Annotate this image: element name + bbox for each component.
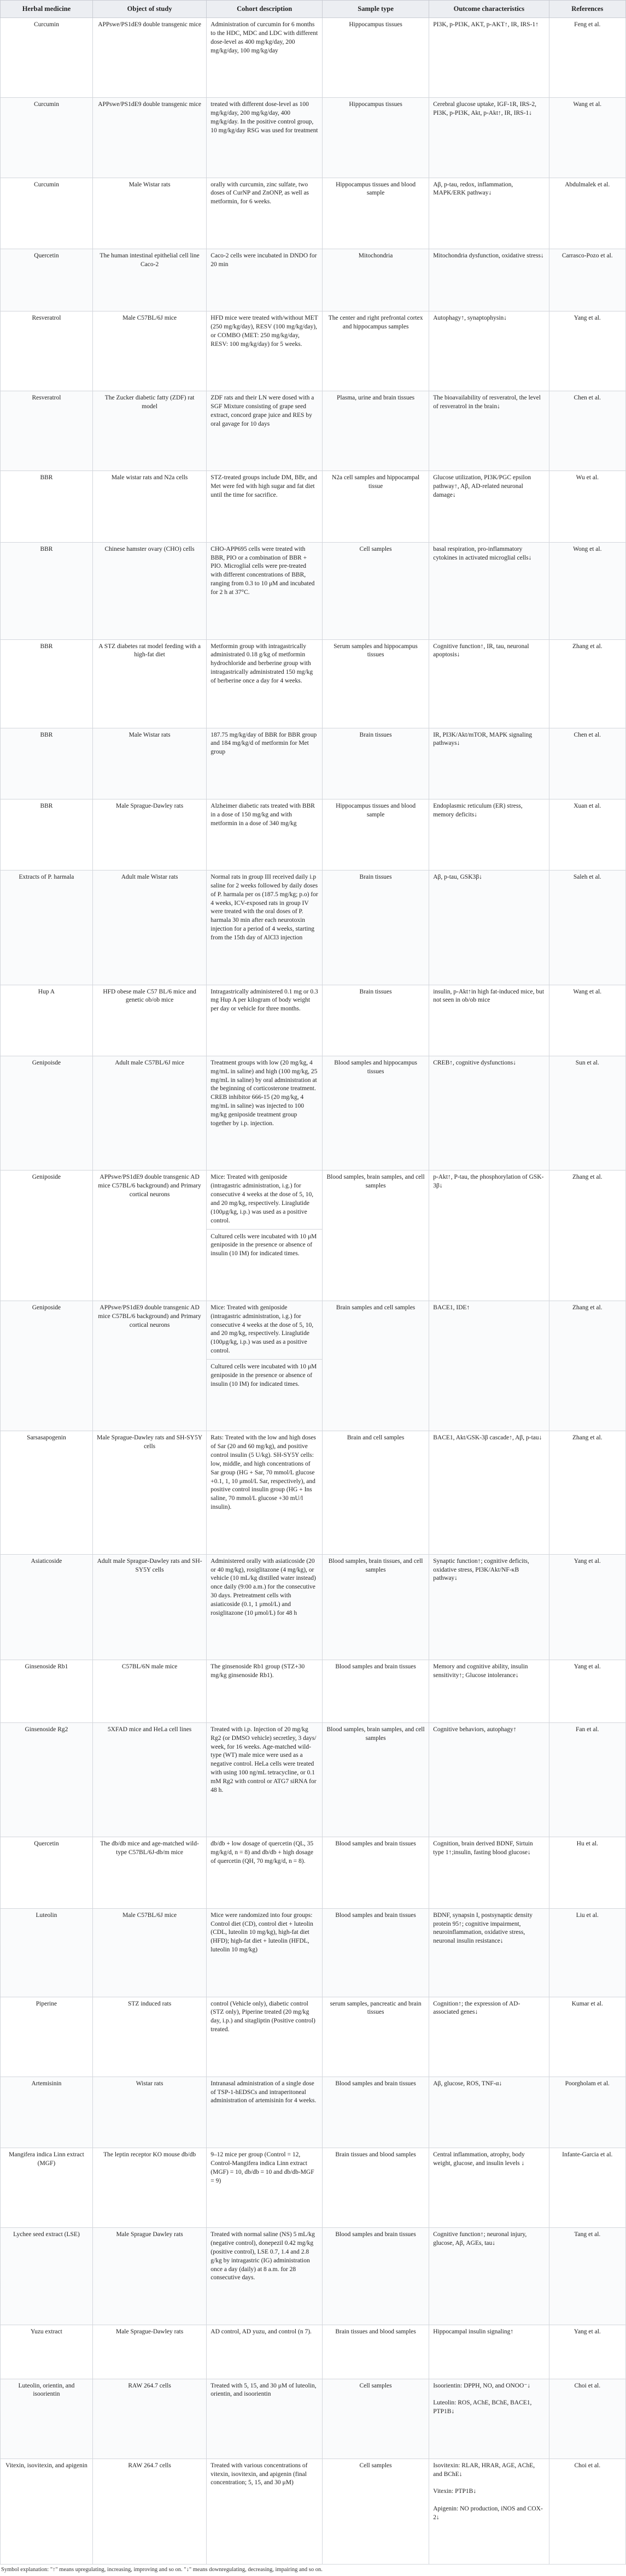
cell-herbal-medicine: Luteolin, orientin, and isoorientin [1,2379,93,2459]
cohort-text: Intranasal administration of a single dose of TSP-1-hEDSCs and intraperitoneal administration of artemisinin for 4 weeks. [210,2080,317,2104]
cell-sample-type: Cell samples [322,2379,429,2459]
cell-herbal-medicine: BBR [1,728,93,799]
cell-object-of-study: Male Sprague-Dawley rats [92,799,206,870]
cell-reference: Saleh et al. [549,871,625,985]
cell-herbal-medicine: Resveratrol [1,311,93,391]
cell-object-of-study: Male Sprague-Dawley rats and SH-SY5Y cells [92,1431,206,1554]
cell-herbal-medicine: Geniposide [1,1171,93,1301]
cell-outcome-characteristics: p-Akt↑, P-tau, the phosphorylation of GSK-3β↓ [429,1171,549,1301]
cell-sample-type: Mitochondria [322,249,429,311]
cohort-text: Treated with various concentrations of vitexin, isovitexin, and apigenin (final concentration; 5, 15, and 30 μM) [210,2462,308,2486]
cell-reference: Sun et al. [549,1056,625,1171]
cell-reference: Infante-Garcia et al. [549,2148,625,2228]
table-body [1,18,626,2565]
cell-outcome-characteristics: Memory and cognitive ability, insulin sensitivity↑; Glucose intolerance↓ [429,1660,549,1722]
table-row [1,1660,626,1722]
cell-object-of-study: STZ induced rats [92,1997,206,2077]
cell-sample-type: Blood samples and brain tissues [322,1660,429,1722]
symbol-footnote: Symbol explanation: "↑" means upregulating, increasing, improving and so on. "↓" means downregulating, decreasing, impairing and so on. [1,2567,323,2573]
cell-sample-type: Blood samples and brain tissues [322,2228,429,2325]
cell-reference: Abdulmalek et al. [549,178,625,249]
header-references: References [549,1,625,18]
cell-object-of-study: Male C57BL/6J mice [92,1908,206,1997]
cell-outcome-characteristics: Aβ, p-tau, GSK3β↓ [429,871,549,985]
cell-outcome-characteristics: Cognitive function↑, IR, tau, neuronal apoptosis↓ [429,639,549,728]
cell-cohort-description [207,2148,323,2228]
cell-outcome-characteristics: Aβ, glucose, ROS, TNF-α↓ [429,2077,549,2148]
cell-cohort-description [207,2325,323,2379]
cohort-text: Treated with i.p. Injection of 20 mg/kg Rg2 (or DMSO vehicle) secretley, 3 days/ week, for 16 weeks. Age-matched wild-type (WT) male mice were used as a negative control. HeLa cells were treated with using 100 ng/mL tetracycline, or 0.1 mM Rg2 with control or ATG7 siRNA for 48 h. [210,1726,317,1793]
cell-object-of-study: Adult male Sprague-Dawley rats and SH-SY5Y cells [92,1554,206,1660]
table-row [1,2325,626,2379]
cell-reference: Yang et al. [549,1554,625,1660]
cell-outcome-characteristics: Isoorientin: DPPH, NO, and ONOO⁻↓ Luteolin: ROS, AChE, BChE, BACE1, PTP1B↓ [429,2379,549,2459]
cell-outcome-characteristics: Glucose utilization, PI3K/PGC epsilon pathway↑, Aβ, AD-related neuronal damage↓ [429,471,549,542]
cell-object-of-study: C57BL/6N male mice [92,1660,206,1722]
cell-sample-type: Brain tissues and blood samples [322,2148,429,2228]
cell-cohort-description [207,2379,323,2459]
cohort-text: Caco-2 cells were incubated in DNDO for 20 min [210,252,317,268]
cell-reference: Wang et al. [549,98,625,178]
cell-reference: Choi et al. [549,2459,625,2565]
table-row [1,1171,626,1301]
cohort-text: control (Vehicle only), diabetic control (STZ only), Piperine treated (20 mg/kg day, i.p.) and sitagliptin (Positive control) treated. [210,2000,315,2033]
cell-sample-type: Blood samples, brain tissues, and cell samples [322,1554,429,1660]
cell-reference: Chen et al. [549,391,625,471]
cell-sample-type: The center and right prefrontal cortex and hippocampus samples [322,311,429,391]
cell-outcome-characteristics: BACE1, IDE↑ [429,1301,549,1431]
cell-cohort-description [207,18,323,98]
cohort-text: Mice were randomized into four groups: Control diet (CD), control diet + luteolin (CDL, luteolin 10 mg/kg), high-fat diet (HFD); high-fat diet + luteolin (HFDL, luteolin 10 mg/kg) [210,1912,313,1954]
cell-outcome-characteristics: Hippocampal insulin signaling↑ [429,2325,549,2379]
cohort-text: Treatment groups with low (20 mg/kg, 4 mg/mL in saline) and high (100 mg/kg, 25 mg/mL in saline) by oral administration at the beginning of corticosterone treatment. CREB inhibitor 666-15 (20 mg/kg, 4 mg/mL in saline) was injected to 100 mg/kg geniposide treatment group together by i.p. injection. [210,1059,318,1127]
cohort-text: 9–12 mice per group (Control = 12, Control-Mangifera indica Linn extract (MGF) = 10, db/db = 10 and db/db-MGF = 9) [210,2151,314,2184]
cell-outcome-characteristics: Autophagy↑, synaptophysin↓ [429,311,549,391]
table-row [1,1431,626,1554]
table-header-row [1,1,626,18]
cell-reference: Kumar et al. [549,1997,625,2077]
cohort-text: 187.75 mg/kg/day of BBR for BBR group and 184 mg/kg/d of metformin for Met group [210,731,317,756]
cell-object-of-study: Male Sprague Dawley rats [92,2228,206,2325]
cell-object-of-study: The Zucker diabetic fatty (ZDF) rat model [92,391,206,471]
cell-outcome-characteristics: Cognitive behaviors, autophagy↑ [429,1722,549,1837]
cell-sample-type: Hippocampus tissues [322,18,429,98]
header-herbal-medicine: Herbal medicine [1,1,93,18]
cell-reference: Wong et al. [549,542,625,639]
cell-reference: Yang et al. [549,2325,625,2379]
cell-herbal-medicine: Curcumin [1,18,93,98]
cell-outcome-characteristics: Isovitexin: RLAR, HRAR, AGE, AChE, and BChE↓ Vitexin: PTP1B↓ Apigenin: NO production, iNOS and COX-2↓ [429,2459,549,2565]
table-row [1,18,626,98]
header-sample-type: Sample type [322,1,429,18]
cell-reference: Feng et al. [549,18,625,98]
cell-cohort-description [207,2228,323,2325]
cell-object-of-study: APPswe/PS1dE9 double transgenic AD mice C57BL/6 background) and Primary cortical neurons [92,1171,206,1301]
cell-outcome-characteristics: Aβ, p-tau, redox, inflammation, MAPK/ERK pathway↓ [429,178,549,249]
table-row [1,1908,626,1997]
cohort-text-cells: Cultured cells were incubated with 10 μM geniposide in the presence or absence of insulin (10 IM) for indicated times. [210,1233,317,1257]
cell-cohort-description [207,728,323,799]
cell-object-of-study: APPswe/PS1dE9 double transgenic mice [92,18,206,98]
table-row [1,542,626,639]
cell-sample-type: Blood samples and brain tissues [322,2077,429,2148]
table-row [1,471,626,542]
cell-object-of-study: RAW 264.7 cells [92,2459,206,2565]
cell-cohort-description [207,391,323,471]
cell-herbal-medicine: BBR [1,542,93,639]
cohort-text: CHO-APP695 cells were treated with BBR, PIO or a combination of BBR + PIO. Microglial cells were pre-treated with different concentrations of BBR, ranging from 0.3 to 10 μM and incubated for 2 h at 37°C. [210,545,315,596]
table-row [1,1837,626,1908]
cell-outcome-characteristics: The bioavailability of resveratrol, the level of resveratrol in the brain↓ [429,391,549,471]
cell-herbal-medicine: Resveratrol [1,391,93,471]
cell-cohort-description [207,249,323,311]
cell-outcome-characteristics: CREB↑, cognitive dysfunctions↓ [429,1056,549,1171]
table-row [1,639,626,728]
cohort-text: Alzheimer diabetic rats treated with BBR in a dose of 150 mg/kg and with metformin in a dose of 340 mg/kg [210,802,315,827]
cell-cohort-description [207,985,323,1056]
header-cohort-description: Cohort description [207,1,323,18]
table-row [1,249,626,311]
cell-reference: Xuan et al. [549,799,625,870]
cell-sample-type: Blood samples and hippocampus tissues [322,1056,429,1171]
cell-sample-type: Brain tissues [322,985,429,1056]
cell-object-of-study: RAW 264.7 cells [92,2379,206,2459]
cell-outcome-characteristics: Endoplasmic reticulum (ER) stress, memory deficits↓ [429,799,549,870]
table-row [1,985,626,1056]
cell-object-of-study: 5XFAD mice and HeLa cell lines [92,1722,206,1837]
cell-reference: Yang et al. [549,311,625,391]
cell-outcome-characteristics: Mitochondria dysfunction, oxidative stress↓ [429,249,549,311]
cell-cohort-description [207,542,323,639]
cell-cohort-description [207,98,323,178]
cell-cohort-description [207,1171,323,1301]
cell-outcome-characteristics: basal respiration, pro-inflammatory cytokines in activated microglial cells↓ [429,542,549,639]
table-row [1,728,626,799]
cell-object-of-study: APPswe/PS1dE9 double transgenic AD mice C57BL/6 background) and Primary cortical neurons [92,1301,206,1431]
table-row [1,1554,626,1660]
cell-herbal-medicine: Yuzu extract [1,2325,93,2379]
cell-cohort-description [207,1301,323,1431]
cell-cohort-description [207,1997,323,2077]
cell-object-of-study: Male Wistar rats [92,728,206,799]
cell-outcome-characteristics: Cerebral glucose uptake, IGF-1R, IRS-2, PI3K, p-PI3K, Akt, p-Akt↑, IR, IRS-1↓ [429,98,549,178]
cohort-text: Administered orally with asiaticoside (20 or 40 mg/kg), rosiglitazone (4 mg/kg), or vehicle (10 mL/kg distilled water instead) once daily (9:00 a.m.) for the consecutive 30 days. Pretreatment cells with asiaticoside (0.1, 1 μmol/L) and rosiglitazone (10 μmol/L) for 48 h [210,1557,316,1616]
cell-reference: Poorgholam et al. [549,2077,625,2148]
cell-reference: Tang et al. [549,2228,625,2325]
cell-reference: Wu et al. [549,471,625,542]
cell-reference: Zhang et al. [549,1301,625,1431]
table-row [1,2148,626,2228]
cohort-text: Mice: Treated with geniposide (intragastric administration, i.g.) for consecutive 4 weeks at the dose of 5, 10, and 20 mg/kg, respectively. Liraglutide (100μg/kg, i.p.) was used as a positive control. [210,1174,314,1224]
cell-reference: Hu et al. [549,1837,625,1908]
cell-reference: Yang et al. [549,1660,625,1722]
cohort-text: ZDF rats and their LN were dosed with a SGF Mixture consisting of grape seed extract, concord grape juice and RES by oral gavage for 10 days [210,395,314,427]
table-row [1,1997,626,2077]
cohort-text: Administration of curcumin for 6 months to the HDC, MDC and LDC with different dose-level as 400 mg/kg/day, 200 mg/kg/day, 100 mg/kg/day [210,21,318,54]
table-row [1,799,626,870]
cell-herbal-medicine: Hup A [1,985,93,1056]
table-row [1,1722,626,1837]
cell-herbal-medicine: BBR [1,799,93,870]
cohort-text: The ginsenoside Rb1 group (STZ+30 mg/kg ginsenoside Rb1). [210,1663,305,1679]
cell-cohort-description [207,2077,323,2148]
cell-cohort-description [207,1722,323,1837]
cohort-text: treated with different dose-level as 100 mg/kg/day, 200 mg/kg/day, 400 mg/kg/day. In the positive control group, 10 mg/kg/day RSG was used for treatment [210,101,318,134]
cell-reference: Fan et al. [549,1722,625,1837]
cell-herbal-medicine: Artemisinin [1,2077,93,2148]
cohort-text: Mice: Treated with geniposide (intragastric administration, i.g.) for consecutive 4 weeks at the dose of 5, 10, and 20 mg/kg, respectively. Liraglutide (100μg/kg, i.p.) was used as a positive control. [210,1304,314,1355]
cell-sample-type: Cell samples [322,2459,429,2565]
cell-reference: Zhang et al. [549,639,625,728]
cell-herbal-medicine: Quercetin [1,249,93,311]
cell-reference: Carrasco-Pozo et al. [549,249,625,311]
cell-herbal-medicine: Sarsasapogenin [1,1431,93,1554]
cell-herbal-medicine: Piperine [1,1997,93,2077]
cell-sample-type: Plasma, urine and brain tissues [322,391,429,471]
cell-herbal-medicine: Genipoisde [1,1056,93,1171]
cell-sample-type: Brain tissues [322,728,429,799]
cell-cohort-description [207,1431,323,1554]
cell-outcome-characteristics: insulin, p-Akt↑in high fat-induced mice, but not seen in ob/ob mice [429,985,549,1056]
cell-herbal-medicine: Quercetin [1,1837,93,1908]
header-object-of-study: Object of study [92,1,206,18]
cell-object-of-study: Wistar rats [92,2077,206,2148]
cell-sample-type: Blood samples, brain samples, and cell samples [322,1171,429,1301]
cell-sample-type: Blood samples and brain tissues [322,1837,429,1908]
cohort-text: Rats: Treated with the low and high doses of Sar (20 and 60 mg/kg), and positive control insulin (5 U/kg). SH-SY5Y cells: low, middle, and high concentrations of Sar group (HG + Sar, 70 mmol/L glucose +0.1, 1, 10 μmol/L Sar, respectively), and positive control insulin group (HG + Ins saline, 70 mmol/L glucose +30 mU/l insulin). [210,1434,316,1511]
cell-herbal-medicine: Luteolin [1,1908,93,1997]
cell-sample-type: N2a cell samples and hippocampal tissue [322,471,429,542]
cell-sample-type: Serum samples and hippocampus tissues [322,639,429,728]
cell-object-of-study: The human intestinal epithelial cell line Caco-2 [92,249,206,311]
table-row [1,98,626,178]
cell-cohort-description [207,311,323,391]
cell-cohort-description [207,1056,323,1171]
cell-cohort-description [207,1660,323,1722]
cell-herbal-medicine: Asiaticoside [1,1554,93,1660]
cell-outcome-characteristics: BACE1, Akt/GSK-3β cascade↑, Aβ, p-tau↓ [429,1431,549,1554]
table-row [1,2228,626,2325]
table-row [1,311,626,391]
cell-reference: Zhang et al. [549,1171,625,1301]
cell-cohort-description [207,1908,323,1997]
cohort-text: STZ-treated groups include DM, BBr, and Met were fed with high sugar and fat diet until the time for sacrifice. [210,474,317,499]
cell-object-of-study: HFD obese male C57 BL/6 mice and genetic ob/ob mice [92,985,206,1056]
table-row [1,1056,626,1171]
table-row [1,1301,626,1431]
cell-sample-type: Brain tissues and blood samples [322,2325,429,2379]
table-row [1,871,626,985]
table-row [1,2459,626,2565]
cell-sample-type: Brain samples and cell samples [322,1301,429,1431]
cell-herbal-medicine: Extracts of P. harmala [1,871,93,985]
cell-cohort-description [207,2459,323,2565]
cell-object-of-study: Adult male Wistar rats [92,871,206,985]
cohort-text: db/db + low dosage of quercetin (QL, 35 mg/kg/d, n = 8) and db/db + high dosage of quercetin (QH, 70 mg/kg/d, n = 8). [210,1840,314,1865]
cohort-text: HFD mice were treated with/without MET (250 mg/kg/day), RESV (100 mg/kg/day), or COMBO (MET: 250 mg/kg/day, RESV: 100 mg/kg/day) for 5 weeks. [210,315,318,348]
cell-sample-type: Cell samples [322,542,429,639]
cell-sample-type: Brain tissues [322,871,429,985]
cell-herbal-medicine: Ginsenoside Rg2 [1,1722,93,1837]
cell-sample-type: Brain and cell samples [322,1431,429,1554]
cell-herbal-medicine: Ginsenoside Rb1 [1,1660,93,1722]
cell-object-of-study: Male Wistar rats [92,178,206,249]
cell-sample-type: Hippocampus tissues and blood sample [322,178,429,249]
cohort-text: Treated with 5, 15, and 30 μM of luteolin, orientin, and isoorientin [210,2382,317,2398]
cell-object-of-study: The leptin receptor KO mouse db/db [92,2148,206,2228]
cell-herbal-medicine: Geniposide [1,1301,93,1431]
cohort-text: Treated with normal saline (NS) 5 mL/kg (negative control), donepezil 0.42 mg/kg (positive control), LSE 0.7, 1.4 and 2.8 g/kg by intragastric (IG) administration once a day (daily) at 8 a.m. for 28 consecutive days. [210,2231,315,2281]
cell-object-of-study: APPswe/PS1dE9 double transgenic mice [92,98,206,178]
cell-object-of-study: Chinese hamster ovary (CHO) cells [92,542,206,639]
cell-object-of-study: Male wistar rats and N2a cells [92,471,206,542]
table-row [1,2379,626,2459]
cell-cohort-description [207,178,323,249]
cohort-text: AD control, AD yuzu, and control (n 7). [210,2328,312,2335]
cell-reference: Choi et al. [549,2379,625,2459]
cohort-text: Normal rats in group III received daily i.p saline for 2 weeks followed by daily doses of P. harmala per os (187.5 mg/kg; p.o) for 4 weeks, ICV-exposed rats in group IV were treated with the oral doses of P. harmala 30 min after each neurotoxin injection for a period of 4 weeks, starting from the 15th day of AlCl3 injection [210,874,318,942]
cell-sample-type: Blood samples, brain samples, and cell samples [322,1722,429,1837]
cell-cohort-description [207,471,323,542]
cell-object-of-study: A STZ diabetes rat model feeding with a high-fat diet [92,639,206,728]
cell-outcome-characteristics: Cognition↑; the expression of AD-associated genes↓ [429,1997,549,2077]
cell-reference: Liu et al. [549,1908,625,1997]
cell-herbal-medicine: BBR [1,471,93,542]
cell-outcome-characteristics: Cognition, brain derived BDNF, Sirtuin type 1↑;insulin, fasting blood glucose↓ [429,1837,549,1908]
cell-outcome-characteristics: PI3K, p-PI3K, AKT, p-AKT↑, IR, IRS-1↑ [429,18,549,98]
cell-herbal-medicine: Vitexin, isovitexin, and apigenin [1,2459,93,2565]
cell-herbal-medicine: BBR [1,639,93,728]
cell-cohort-description [207,1554,323,1660]
cell-outcome-characteristics: BDNF, synapsin I, postsynaptic density protein 95↑; cognitive impairment, neuroinflammation, oxidative stress, neuronal insulin resistance↓ [429,1908,549,1997]
cell-outcome-characteristics: Cognitive function↑; neuronal injury, glucose, Aβ, AGEs, tau↓ [429,2228,549,2325]
cell-sample-type: Hippocampus tissues [322,98,429,178]
cell-sample-type: serum samples, pancreatic and brain tissues [322,1997,429,2077]
cohort-text: Intragastrically administered 0.1 mg or 0.3 mg Hup A per kilogram of body weight per day or vehicle for three months. [210,988,318,1013]
cell-cohort-description [207,1837,323,1908]
cohort-text-cells: Cultured cells were incubated with 10 μM geniposide in the presence or absence of insulin (10 IM) for indicated times. [210,1363,317,1387]
cohort-text: orally with curcumin, zinc sulfate, two doses of CurNP and ZnONP, as well as metformin, for 6 weeks. [210,181,309,205]
cell-outcome-characteristics: IR, PI3K/Akt/mTOR, MAPK signaling pathways↓ [429,728,549,799]
cell-herbal-medicine: Curcumin [1,178,93,249]
cell-object-of-study: Adult male C57BL/6J mice [92,1056,206,1171]
cell-object-of-study: The db/db mice and age-matched wild-type C57BL/6J-db/m mice [92,1837,206,1908]
cell-cohort-description [207,639,323,728]
table-row [1,178,626,249]
cohort-text: Metformin group with intragastrically administrated 0.18 g/kg of metformin hydrochloride and berberine group with intragastrically administrated 150 mg/kg of berberine once a day for 4 weeks. [210,643,313,684]
cell-cohort-description [207,799,323,870]
cell-sample-type: Hippocampus tissues and blood sample [322,799,429,870]
header-outcome-characteristics: Outcome characteristics [429,1,549,18]
cell-herbal-medicine: Curcumin [1,98,93,178]
cell-reference: Zhang et al. [549,1431,625,1554]
cell-reference: Chen et al. [549,728,625,799]
cell-reference: Wang et al. [549,985,625,1056]
cell-herbal-medicine: Lychee seed extract (LSE) [1,2228,93,2325]
cell-outcome-characteristics: Synaptic function↑; cognitive deficits, oxidative stress, PI3K/Akt/NF-κB pathway↓ [429,1554,549,1660]
cell-cohort-description [207,871,323,985]
cell-outcome-characteristics: Central inflammation, atrophy, body weight, glucose, and insulin levels ↓ [429,2148,549,2228]
cell-sample-type: Blood samples and brain tissues [322,1908,429,1997]
table-row [1,2077,626,2148]
cell-herbal-medicine: Mangifera indica Linn extract (MGF) [1,2148,93,2228]
cell-object-of-study: Male C57BL/6J mice [92,311,206,391]
table-row [1,391,626,471]
cell-object-of-study: Male Sprague-Dawley rats [92,2325,206,2379]
